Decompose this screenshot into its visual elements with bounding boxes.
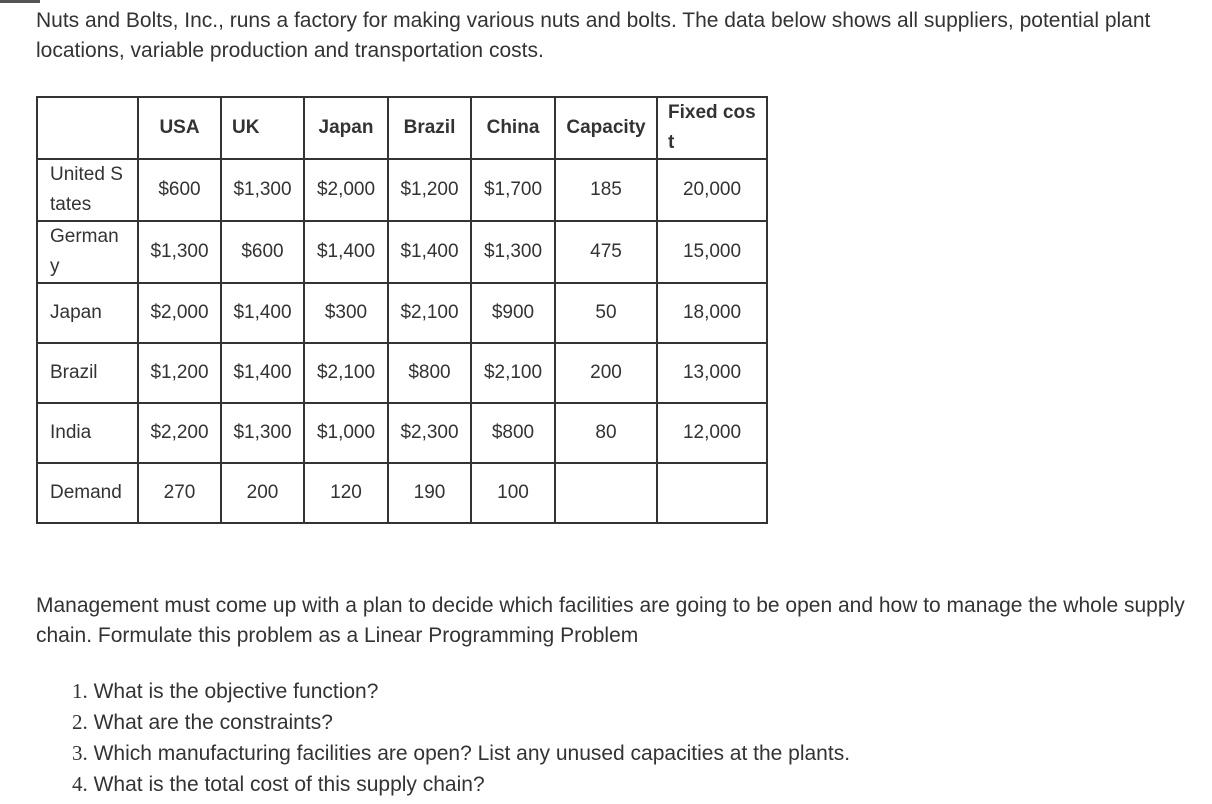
header-japan: Japan bbox=[304, 97, 388, 159]
question-list bbox=[72, 676, 850, 800]
table-cell: $600 bbox=[138, 159, 221, 221]
table-cell: $2,000 bbox=[138, 283, 221, 343]
row-label: India bbox=[37, 403, 138, 463]
header-capacity: Capacity bbox=[555, 97, 657, 159]
header-china: China bbox=[471, 97, 555, 159]
table-cell: 100 bbox=[471, 463, 555, 523]
row-label: Demand bbox=[37, 463, 138, 523]
table-cell bbox=[657, 463, 767, 523]
table-cell: $1,200 bbox=[388, 159, 471, 221]
table-cell: 475 bbox=[555, 221, 657, 283]
question-number: 4. bbox=[72, 772, 88, 796]
table-cell: $1,000 bbox=[304, 403, 388, 463]
table-cell: $2,200 bbox=[138, 403, 221, 463]
row-label: Brazil bbox=[37, 343, 138, 403]
question-text: Which manufacturing facilities are open? List any unused capacities at the plants. bbox=[93, 742, 851, 765]
table-row bbox=[37, 159, 767, 221]
row-label: United States bbox=[37, 159, 138, 221]
header-uk: UK bbox=[221, 97, 304, 159]
header-corner bbox=[37, 97, 138, 159]
table-cell: $2,300 bbox=[388, 403, 471, 463]
table-cell: $1,400 bbox=[388, 221, 471, 283]
table-cell: 200 bbox=[221, 463, 304, 523]
header-fixed-cost: Fixed cost bbox=[657, 97, 767, 159]
table-cell: $1,400 bbox=[221, 343, 304, 403]
table-row bbox=[37, 343, 767, 403]
question-number: 2. bbox=[72, 710, 88, 734]
table-cell: $1,400 bbox=[304, 221, 388, 283]
table-cell: $1,300 bbox=[221, 159, 304, 221]
table-cell: $2,100 bbox=[388, 283, 471, 343]
table-header-row bbox=[37, 97, 767, 159]
list-item bbox=[72, 707, 850, 738]
header-usa: USA bbox=[138, 97, 221, 159]
table-cell: 270 bbox=[138, 463, 221, 523]
question-number: 1. bbox=[72, 679, 88, 703]
table-cell: $600 bbox=[221, 221, 304, 283]
table-cell: $1,200 bbox=[138, 343, 221, 403]
table-cell: $1,300 bbox=[221, 403, 304, 463]
table-cell: 12,000 bbox=[657, 403, 767, 463]
list-item bbox=[72, 738, 850, 769]
list-item bbox=[72, 769, 850, 800]
table-cell: $300 bbox=[304, 283, 388, 343]
table-cell: $2,000 bbox=[304, 159, 388, 221]
table-cell: $2,100 bbox=[471, 343, 555, 403]
table-cell: $1,400 bbox=[221, 283, 304, 343]
table-cell bbox=[555, 463, 657, 523]
question-text: What is the objective function? bbox=[93, 680, 379, 703]
question-number: 3. bbox=[72, 741, 88, 765]
table-cell: $900 bbox=[471, 283, 555, 343]
table-cell: 50 bbox=[555, 283, 657, 343]
question-text: What is the total cost of this supply chain? bbox=[93, 773, 485, 796]
table-cell: $1,700 bbox=[471, 159, 555, 221]
cost-table bbox=[36, 96, 768, 524]
intro-paragraph: Nuts and Bolts, Inc., runs a factory for making various nuts and bolts. The data below shows all suppliers, potential plant locations, variable production and transportation costs. bbox=[36, 9, 1151, 62]
question-text: What are the constraints? bbox=[93, 711, 333, 734]
table-cell: 190 bbox=[388, 463, 471, 523]
table-cell: $800 bbox=[471, 403, 555, 463]
management-paragraph: Management must come up with a plan to decide which facilities are going to be open and how to manage the whole supply chain. Formulate this problem as a Linear Programming Problem bbox=[36, 594, 1185, 647]
table-cell: 200 bbox=[555, 343, 657, 403]
table-cell: $1,300 bbox=[471, 221, 555, 283]
header-brazil: Brazil bbox=[388, 97, 471, 159]
row-label: Germany bbox=[37, 221, 138, 283]
table-cell: $1,300 bbox=[138, 221, 221, 283]
row-label: Japan bbox=[37, 283, 138, 343]
table-cell: 185 bbox=[555, 159, 657, 221]
table-row bbox=[37, 403, 767, 463]
table-cell: 20,000 bbox=[657, 159, 767, 221]
top-rule bbox=[0, 0, 40, 3]
table-cell: 15,000 bbox=[657, 221, 767, 283]
table-cell: $800 bbox=[388, 343, 471, 403]
table-cell: 18,000 bbox=[657, 283, 767, 343]
table-cell: 13,000 bbox=[657, 343, 767, 403]
table-row bbox=[37, 221, 767, 283]
table-cell: $2,100 bbox=[304, 343, 388, 403]
table-row bbox=[37, 283, 767, 343]
table-cell: 120 bbox=[304, 463, 388, 523]
table-row-demand bbox=[37, 463, 767, 523]
list-item bbox=[72, 676, 850, 707]
table-cell: 80 bbox=[555, 403, 657, 463]
